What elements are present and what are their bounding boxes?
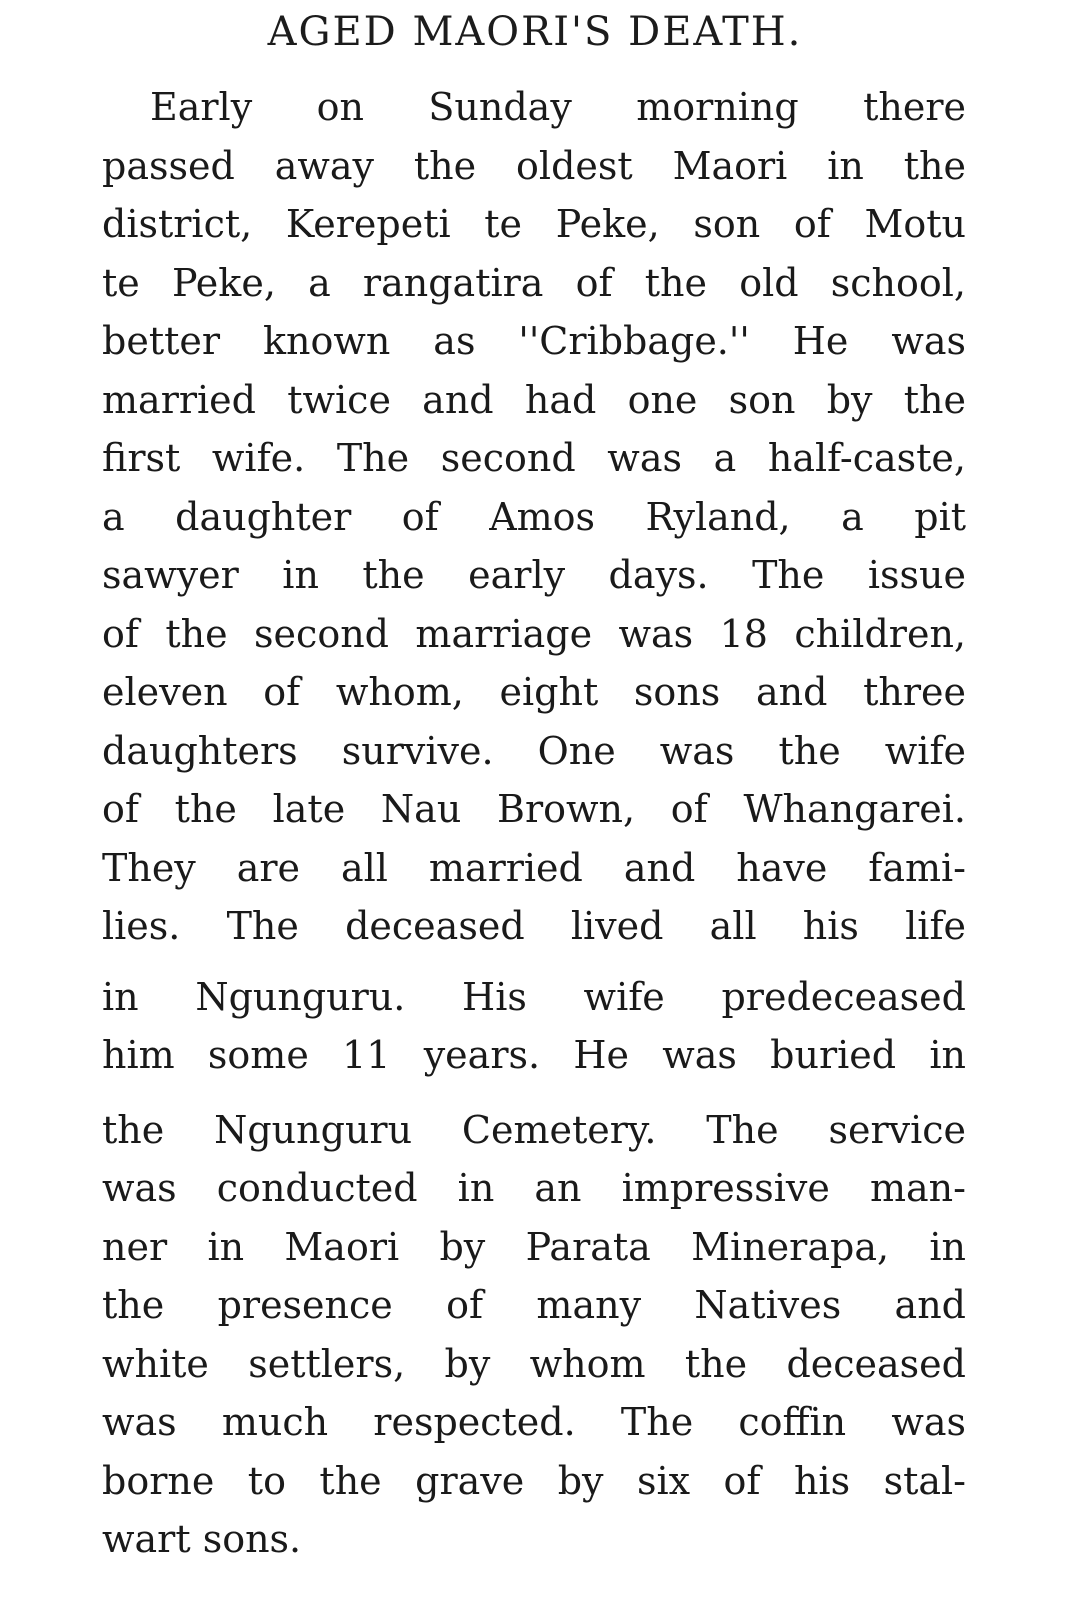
article-line: of the second marriage was 18 children, — [102, 611, 966, 656]
article-line: sawyer in the early days. The issue — [102, 553, 966, 597]
article-line: was conducted in an impressive man- — [102, 1166, 966, 1210]
article-line: They are all married and have fami- — [102, 845, 966, 890]
article-line: white settlers, by whom the deceased — [102, 1341, 966, 1386]
article-line: eleven of whom, eight sons and three — [102, 670, 966, 714]
article-line: a daughter of Amos Ryland, a pit — [102, 494, 966, 539]
article-line: wart sons. — [102, 1517, 302, 1561]
article-line: lies. The deceased lived all his life — [102, 904, 966, 948]
article-headline: AGED MAORI'S DEATH. — [267, 9, 803, 55]
article-line: married twice and had one son by the — [102, 377, 966, 422]
article-line: him some 11 years. He was buried in — [102, 1033, 966, 1077]
article-line: was much respected. The coffin was — [102, 1400, 966, 1444]
article-line: of the late Nau Brown, of Whangarei. — [102, 787, 966, 831]
article-line: Early on Sunday morning there — [150, 85, 966, 129]
article-line: the Ngunguru Cemetery. The service — [102, 1107, 966, 1152]
article-line: daughters survive. One was the wife — [102, 728, 966, 773]
article-line: better known as ''Cribbage.'' He was — [102, 319, 966, 363]
article-line: te Peke, a rangatira of the old school, — [102, 260, 966, 305]
article-line: first wife. The second was a half-caste, — [102, 436, 966, 480]
article-line: in Ngunguru. His wife predeceased — [102, 974, 966, 1019]
article-line: borne to the grave by six of his stal- — [102, 1458, 966, 1503]
article-line: passed away the oldest Maori in the — [102, 143, 966, 188]
article-line: district, Kerepeti te Peke, son of Motu — [102, 202, 966, 246]
article-line: ner in Maori by Parata Minerapa, in — [102, 1224, 966, 1269]
article-body — [102, 78, 966, 1569]
article-line: the presence of many Natives and — [102, 1283, 966, 1327]
